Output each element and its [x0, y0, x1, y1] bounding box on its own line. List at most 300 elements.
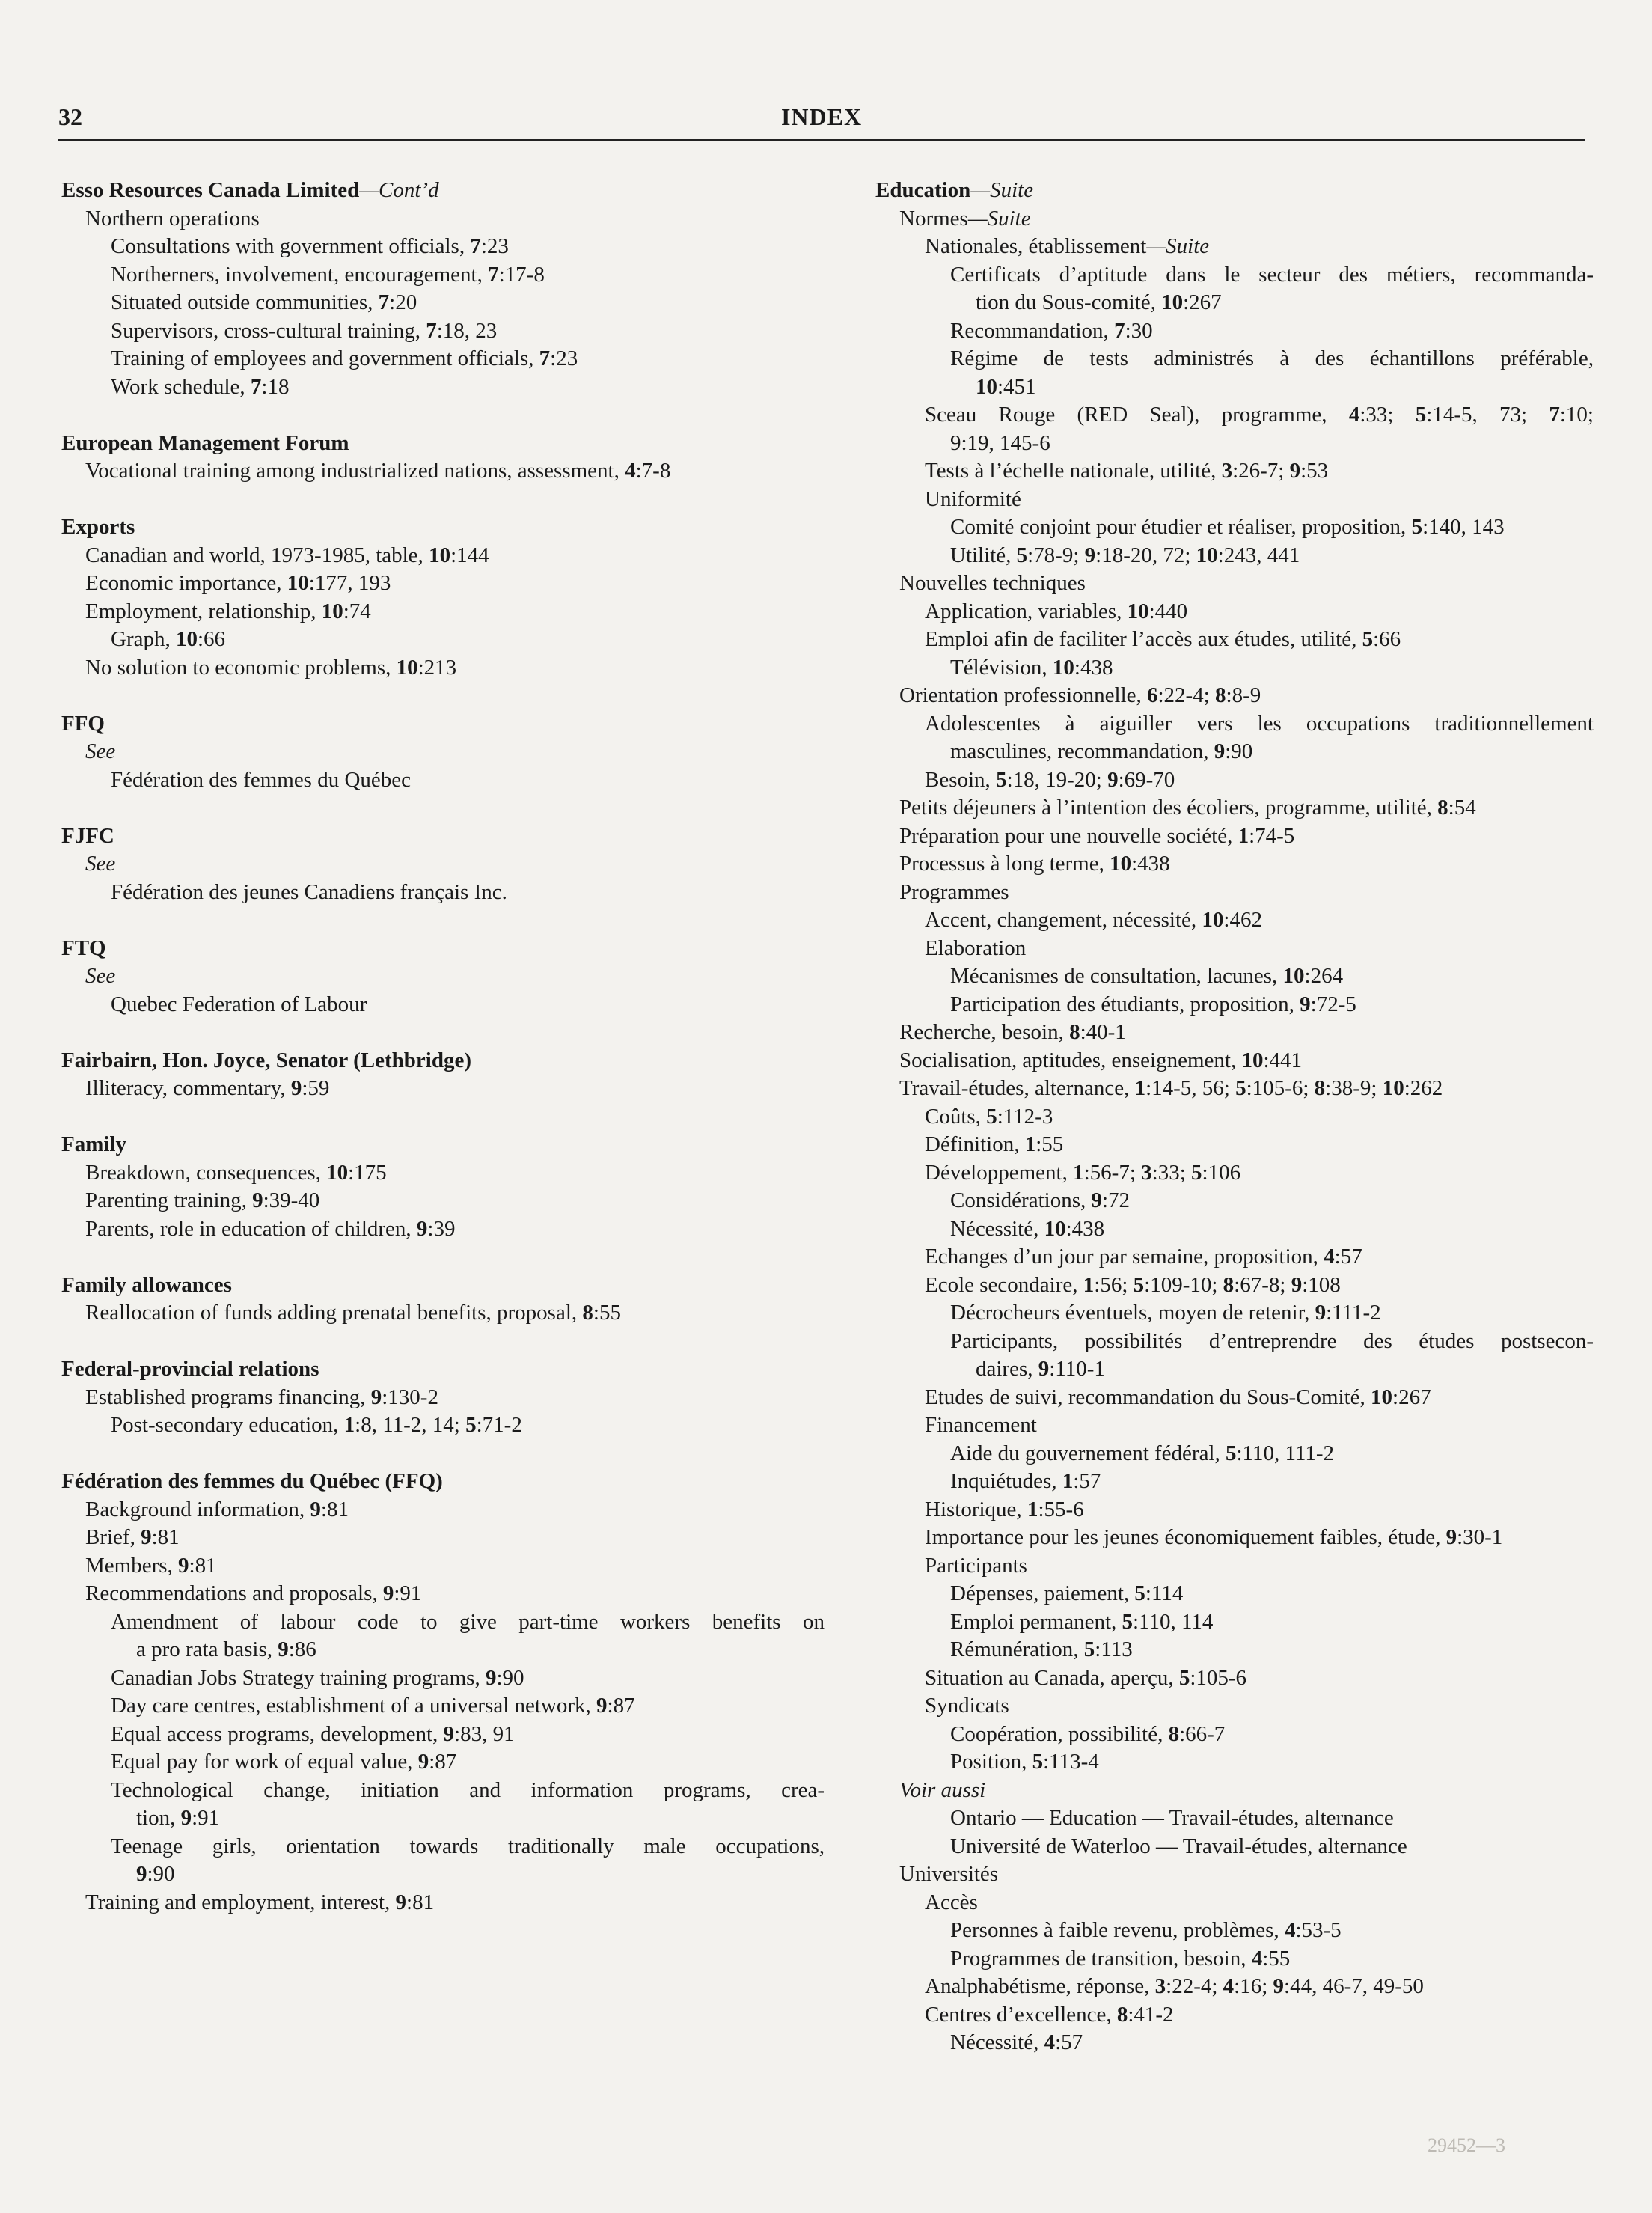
entry-text: Equal pay for work of equal value,: [111, 1750, 418, 1774]
index-subentry-l2: [61, 1777, 825, 1805]
index-subentry-l3: [875, 738, 1594, 766]
entry-text: Mécanismes de consultation, lacunes,: [950, 964, 1283, 988]
page-reference: 9:90: [136, 1862, 175, 1886]
page-reference: 1:57: [1062, 1469, 1101, 1493]
index-subentry-l2: [875, 1889, 1594, 1917]
entry-text: Définition,: [925, 1132, 1025, 1156]
entry-text: See: [85, 739, 116, 763]
page-reference: 10:438: [1052, 655, 1113, 680]
entry-text: Esso Resources Canada Limited: [61, 178, 360, 202]
entry-text: Dépenses, paiement,: [950, 1581, 1135, 1605]
entry-text: 9:19, 145-6: [950, 430, 1050, 455]
entry-text: Application, variables,: [925, 599, 1128, 623]
entry-text: Recommandation,: [950, 318, 1115, 343]
page-reference: 5:78-9; 9:18-20, 72; 10:243, 441: [1016, 543, 1300, 567]
page-reference: 9:59: [290, 1076, 330, 1100]
page-reference: 8:41-2: [1116, 2002, 1174, 2027]
index-subentry: [61, 1889, 825, 1917]
index-heading: [875, 177, 1594, 205]
index-heading: [61, 1047, 825, 1075]
page-reference: 8:66-7: [1168, 1721, 1226, 1746]
index-subentry-l3: [61, 1861, 825, 1889]
index-heading: [61, 513, 825, 542]
page-reference: 1:74-5: [1238, 823, 1295, 848]
index-subentry-l3: [875, 1804, 1594, 1833]
continued-label: —Cont’d: [359, 178, 439, 202]
page-reference: 9:91: [382, 1581, 422, 1605]
page-reference: 5:113-4: [1032, 1750, 1099, 1774]
entry-text: Elaboration: [925, 935, 1027, 960]
entry-text: Technological change, initiation and information programs, crea-: [111, 1777, 825, 1802]
see-reference: [61, 850, 825, 879]
page-reference: 1:55: [1024, 1132, 1064, 1156]
page-reference: 5:66: [1362, 627, 1401, 651]
page-reference: 7:18: [250, 374, 290, 399]
page-reference: 7:18, 23: [426, 318, 498, 343]
page-reference: 9:72: [1091, 1188, 1131, 1212]
index-subentry: [61, 1580, 825, 1608]
index-subentry-l3: [875, 513, 1594, 542]
entry-text: Accès: [925, 1890, 978, 1914]
entry-text: Economic importance,: [85, 571, 287, 595]
entry-text: FTQ: [61, 935, 106, 960]
page-reference: 10:440: [1127, 599, 1188, 623]
page-reference: 10:438: [1110, 852, 1170, 876]
index-heading: [61, 177, 825, 205]
entry-gap: [61, 1440, 825, 1468]
page-reference: 5:112-3: [986, 1104, 1053, 1129]
page-reference: 8:40-1: [1069, 1020, 1126, 1044]
index-subentry: [61, 1159, 825, 1188]
index-subentry-l2: [875, 1973, 1594, 2001]
entry-text: Training and employment, interest,: [85, 1890, 396, 1914]
entry-text: Reallocation of funds adding prenatal benefits, proposal,: [85, 1301, 583, 1325]
index-subentry-l2: [875, 457, 1594, 486]
index-subentry-l3: [875, 1580, 1594, 1608]
entry-text: Exports: [61, 515, 135, 539]
index-subentry-l3: [875, 1440, 1594, 1468]
page-reference: 10:74: [321, 599, 371, 623]
page-reference: 10:66: [175, 627, 226, 651]
entry-text: Parenting training,: [85, 1188, 253, 1212]
page-reference: 1:55-6: [1027, 1497, 1084, 1521]
index-column-left: [61, 177, 825, 1917]
page-reference: 7:20: [378, 290, 417, 314]
entry-text: Etudes de suivi, recommandation du Sous-Comité,: [925, 1385, 1371, 1409]
index-subentry-l2: [875, 1664, 1594, 1693]
index-subentry-l3: [875, 1608, 1594, 1637]
entry-text: a pro rata basis,: [136, 1637, 278, 1661]
index-subentry: [61, 1552, 825, 1581]
entry-gap: [61, 401, 825, 430]
index-subentry-l3: [875, 654, 1594, 683]
index-subentry-l2: [61, 289, 825, 317]
entry-gap: [61, 1103, 825, 1132]
entry-text: Syndicats: [925, 1694, 1009, 1718]
index-heading: [61, 1131, 825, 1159]
page-reference: 10:177, 193: [287, 571, 391, 595]
index-subentry: [61, 1215, 825, 1244]
page-reference: 1:56; 5:109-10; 8:67-8; 9:108: [1083, 1272, 1341, 1297]
index-subentry-l2: [61, 317, 825, 346]
entry-text: Universités: [899, 1862, 999, 1886]
page-header: [58, 103, 1585, 139]
index-subentry-l2: [61, 261, 825, 290]
entry-text: Equal access programs, development,: [111, 1721, 444, 1746]
page-reference: 9:72-5: [1300, 992, 1356, 1016]
index-subentry-l4: [875, 289, 1594, 317]
index-subentry-l3: [875, 991, 1594, 1019]
index-subentry-l3: [61, 1804, 825, 1833]
entry-text: Consultations with government officials,: [111, 234, 471, 258]
entry-text: Day care centres, establishment of a universal network,: [111, 1694, 597, 1718]
index-subentry-l3: [875, 1721, 1594, 1749]
index-subentry-l2: [875, 1243, 1594, 1272]
continued-label: —Suite: [967, 206, 1031, 231]
entry-text: Historique,: [925, 1497, 1027, 1521]
entry-text: FFQ: [61, 711, 105, 736]
index-heading: [61, 1355, 825, 1384]
index-subentry-l2: [875, 1496, 1594, 1524]
page-reference: 9:90: [485, 1665, 524, 1690]
entry-gap: [61, 486, 825, 514]
entry-gap: [61, 1328, 825, 1356]
index-heading: [61, 430, 825, 458]
entry-text: See: [85, 852, 116, 876]
page-reference: 10:267: [1161, 290, 1222, 314]
entry-text: Emploi afin de faciliter l’accès aux études, utilité,: [925, 627, 1362, 651]
page-reference: 9:81: [141, 1525, 180, 1549]
entry-text: Background information,: [85, 1497, 310, 1521]
entry-text: Quebec Federation of Labour: [111, 992, 367, 1016]
index-subentry-l2: [61, 879, 825, 907]
entry-text: Nouvelles techniques: [899, 571, 1086, 595]
entry-text: Supervisors, cross-cultural training,: [111, 318, 426, 343]
entry-text: Federal-provincial relations: [61, 1357, 319, 1381]
index-subentry-l2: [875, 906, 1594, 935]
entry-text: Petits déjeuners à l’intention des écoliers, programme, utilité,: [899, 796, 1438, 819]
entry-text: Northern operations: [85, 206, 260, 231]
page-reference: 9:30-1: [1446, 1525, 1503, 1549]
entry-text: Graph,: [111, 627, 176, 651]
entry-text: Travail-études, alternance,: [899, 1076, 1135, 1100]
page-reference: 9:87: [417, 1750, 457, 1774]
entry-gap: [61, 1019, 825, 1047]
entry-text: Teenage girls, orientation towards traditionally male occupations,: [111, 1834, 825, 1858]
page-reference: 9:39: [416, 1216, 456, 1241]
entry-text: Adolescentes à aiguiller vers les occupations traditionnellement: [925, 711, 1594, 736]
entry-text: Sceau Rouge (RED Seal), programme,: [925, 403, 1349, 427]
index-subentry-l2: [61, 1411, 825, 1440]
index-subentry: [875, 1019, 1594, 1047]
entry-text: Amendment of labour code to give part-time workers benefits on: [111, 1609, 825, 1634]
see-also-reference: [875, 1777, 1594, 1805]
index-subentry-l2: [61, 1833, 825, 1861]
index-subentry-l2: [61, 373, 825, 402]
index-subentry: [61, 1496, 825, 1524]
index-subentry: [875, 1861, 1594, 1889]
page-reference: 5:114: [1134, 1581, 1184, 1605]
page-reference: 7:23: [539, 347, 578, 370]
index-subentry: [875, 1047, 1594, 1075]
page-reference: 4:57: [1044, 2030, 1083, 2054]
index-subentry-l2: [61, 991, 825, 1019]
page-reference: 4:57: [1324, 1245, 1362, 1269]
index-subentry-l2: [875, 598, 1594, 626]
index-subentry-l2: [875, 1272, 1594, 1300]
index-subentry-l3: [875, 345, 1594, 373]
see-reference: [61, 962, 825, 991]
page-reference: 9:130-2: [370, 1385, 438, 1409]
entry-text: masculines, recommandation,: [950, 739, 1214, 763]
entry-text: FJFC: [61, 823, 114, 848]
page-reference: 9:83, 91: [443, 1721, 515, 1746]
page-reference: 10:451: [976, 374, 1036, 399]
entry-text: Uniformité: [925, 486, 1021, 511]
page-reference: 5:18, 19-20; 9:69-70: [996, 767, 1175, 792]
index-subentry-l2: [875, 401, 1594, 430]
entry-gap: [61, 682, 825, 710]
index-subentry: [61, 1384, 825, 1412]
entry-text: See: [85, 964, 116, 988]
index-heading: [61, 1272, 825, 1300]
entry-text: Fédération des femmes du Québec (FFQ): [61, 1469, 443, 1493]
entry-text: Situation au Canada, aperçu,: [925, 1665, 1179, 1690]
index-subentry-l2: [875, 935, 1594, 963]
index-subentry-l3: [61, 1636, 825, 1664]
index-subentry-l3: [875, 1187, 1594, 1215]
continued-label: —Suite: [1146, 234, 1210, 258]
entry-text: Participants: [925, 1553, 1027, 1578]
entry-text: Inquiétudes,: [950, 1469, 1062, 1493]
page-reference: 4:33; 5:14-5, 73; 7:10;: [1348, 403, 1594, 427]
entry-text: Préparation pour une nouvelle société,: [899, 823, 1238, 848]
entry-text: Ontario — Education — Travail-études, alternance: [950, 1806, 1394, 1830]
entry-text: Education: [875, 178, 971, 202]
page-reference: 10:213: [396, 655, 457, 680]
entry-text: Fairbairn, Hon. Joyce, Senator (Lethbridge): [61, 1048, 472, 1072]
index-subentry: [61, 457, 825, 486]
entry-text: Training of employees and government officials,: [111, 347, 539, 370]
entry-text: Voir aussi: [899, 1777, 986, 1802]
index-subentry-l2: [875, 233, 1594, 261]
entry-text: Considérations,: [950, 1188, 1092, 1212]
index-subentry-l2: [875, 2001, 1594, 2030]
page-reference: 5:140, 143: [1411, 515, 1505, 539]
entry-text: Vocational training among industrialized nations, assessment,: [85, 459, 625, 483]
page-reference: 10:267: [1371, 1385, 1431, 1409]
index-subentry-l2: [61, 1692, 825, 1721]
entry-text: Utilité,: [950, 543, 1017, 567]
entry-text: Parents, role in education of children,: [85, 1216, 417, 1241]
page-reference: 3:22-4; 4:16; 9:44, 46-7, 49-50: [1154, 1974, 1424, 1998]
entry-text: Programmes: [899, 879, 1009, 904]
entry-text: Employment, relationship,: [85, 599, 322, 623]
index-heading: [61, 710, 825, 739]
index-subentry: [61, 542, 825, 570]
index-subentry-l2: [875, 1692, 1594, 1721]
print-code: 29452—3: [1428, 2134, 1505, 2156]
page-reference: 9:111-2: [1315, 1301, 1381, 1325]
page-reference: 9:39-40: [252, 1188, 320, 1212]
index-subentry-l3: [875, 317, 1594, 346]
page-reference: 10:438: [1044, 1216, 1105, 1241]
index-subentry: [61, 1075, 825, 1103]
index-subentry-l2: [61, 345, 825, 373]
page-reference: 8:54: [1437, 796, 1476, 819]
index-subentry-l2: [875, 1411, 1594, 1440]
page-reference: 1:8, 11-2, 14; 5:71-2: [343, 1413, 522, 1437]
entry-text: Coopération, possibilité,: [950, 1721, 1169, 1746]
index-subentry-l2: [61, 626, 825, 654]
page-reference: 9:81: [395, 1890, 435, 1914]
index-heading: [61, 1468, 825, 1496]
page-reference: 9:86: [278, 1637, 316, 1661]
entry-text: Université de Waterloo — Travail-études, alternance: [950, 1834, 1407, 1858]
page-reference: 10:462: [1202, 908, 1262, 932]
entry-text: Fédération des femmes du Québec: [111, 767, 412, 792]
entry-text: Canadian and world, 1973-1985, table,: [85, 543, 429, 567]
index-subentry-l3: [875, 1299, 1594, 1328]
index-subentry-l3: [875, 2029, 1594, 2057]
index-subentry-l2: [61, 233, 825, 261]
page-reference: 9:91: [180, 1806, 220, 1830]
index-subentry-l3: [875, 1636, 1594, 1664]
entry-text: Développement,: [925, 1160, 1074, 1185]
continued-label: —Suite: [970, 178, 1034, 202]
index-subentry-l3: [875, 1215, 1594, 1244]
index-subentry: [61, 598, 825, 626]
see-reference: [61, 738, 825, 766]
index-subentry: [61, 654, 825, 683]
index-subentry-l3: [875, 1748, 1594, 1777]
index-subentry-l4: [875, 373, 1594, 402]
index-subentry-l2: [875, 1524, 1594, 1552]
entry-text: Echanges d’un jour par semaine, proposition,: [925, 1245, 1324, 1269]
entry-text: tion du Sous-comité,: [976, 290, 1162, 314]
entry-text: Brief,: [85, 1525, 141, 1549]
entry-text: Participants, possibilités d’entreprendre des études postsecon-: [950, 1328, 1594, 1353]
index-subentry: [61, 205, 825, 233]
index-subentry-l2: [875, 1384, 1594, 1412]
page-reference: 10:441: [1241, 1048, 1303, 1072]
header-rule: [58, 139, 1585, 141]
page-reference: 10:144: [429, 543, 489, 567]
entry-text: Recherche, besoin,: [899, 1020, 1070, 1044]
entry-text: Nationales, établissement: [925, 234, 1147, 258]
page-reference: 7:30: [1114, 318, 1153, 343]
index-subentry-l2: [875, 1131, 1594, 1159]
page-reference: 4:7-8: [625, 459, 671, 483]
page-reference: 4:55: [1251, 1946, 1291, 1971]
entry-text: Rémunération,: [950, 1637, 1084, 1661]
entry-text: Nécessité,: [950, 1216, 1044, 1241]
index-subentry: [61, 570, 825, 598]
index-column-right: [875, 177, 1594, 2057]
entry-text: Illiteracy, commentary,: [85, 1076, 291, 1100]
entry-text: Family: [61, 1132, 126, 1156]
index-subentry-l3: [875, 1917, 1594, 1945]
index-subentry-l3: [875, 542, 1594, 570]
index-subentry-l2: [875, 486, 1594, 514]
entry-text: tion,: [136, 1806, 181, 1830]
index-subentry-l2: [875, 1103, 1594, 1132]
page-reference: 5:110, 111-2: [1226, 1441, 1334, 1465]
page-reference: 9:87: [596, 1694, 635, 1718]
entry-text: Northerners, involvement, encouragement,: [111, 262, 489, 287]
entry-text: Importance pour les jeunes économiquement faibles, étude,: [925, 1525, 1446, 1549]
entry-gap: [61, 794, 825, 822]
index-subentry-l3: [875, 430, 1594, 458]
index-subentry-l3: [875, 962, 1594, 991]
index-subentry-l2: [875, 1159, 1594, 1188]
entry-text: Nécessité,: [950, 2030, 1044, 2054]
entry-text: Canadian Jobs Strategy training programs,: [111, 1665, 486, 1690]
entry-text: Members,: [85, 1553, 179, 1578]
page-reference: 7:23: [470, 234, 509, 258]
entry-text: Family allowances: [61, 1272, 232, 1297]
entry-text: Télévision,: [950, 655, 1053, 680]
entry-text: Breakdown, consequences,: [85, 1160, 327, 1185]
index-subentry: [875, 794, 1594, 822]
index-subentry: [875, 879, 1594, 907]
entry-gap: [61, 1243, 825, 1272]
page-reference: 5:105-6: [1178, 1665, 1247, 1690]
page-reference: 5:113: [1083, 1637, 1133, 1661]
index-subentry-l2: [875, 626, 1594, 654]
entry-text: Position,: [950, 1750, 1032, 1774]
entry-text: Normes: [899, 206, 968, 231]
entry-text: Besoin,: [925, 767, 997, 792]
entry-text: Certificats d’aptitude dans le secteur des métiers, recommanda-: [950, 262, 1594, 287]
entry-text: Financement: [925, 1413, 1037, 1437]
page-reference: 3:26-7; 9:53: [1221, 459, 1329, 483]
page-reference: 5:110, 114: [1122, 1609, 1214, 1634]
index-subentry: [61, 1524, 825, 1552]
index-subentry: [875, 570, 1594, 598]
page-reference: 9:110-1: [1038, 1357, 1105, 1381]
entry-text: No solution to economic problems,: [85, 655, 397, 680]
entry-text: Recommendations and proposals,: [85, 1581, 383, 1605]
entry-text: Emploi permanent,: [950, 1609, 1122, 1634]
entry-text: Décrocheurs éventuels, moyen de retenir,: [950, 1301, 1315, 1325]
index-subentry-l2: [61, 1721, 825, 1749]
page-reference: 4:53-5: [1284, 1918, 1342, 1942]
index-subentry-l3: [875, 261, 1594, 290]
index-subentry: [875, 822, 1594, 851]
page-reference: 7:17-8: [488, 262, 545, 287]
entry-text: Ecole secondaire,: [925, 1272, 1083, 1297]
entry-text: Established programs financing,: [85, 1385, 371, 1409]
entry-text: Fédération des jeunes Canadiens français Inc.: [111, 879, 507, 904]
entry-text: Post-secondary education,: [111, 1413, 344, 1437]
page-reference: 1:56-7; 3:33; 5:106: [1073, 1160, 1241, 1185]
index-subentry: [875, 850, 1594, 879]
page-reference: 10:175: [326, 1160, 387, 1185]
entry-text: Régime de tests administrés à des échantillons préférable,: [950, 347, 1594, 370]
index-heading: [61, 935, 825, 963]
page-reference: 6:22-4; 8:8-9: [1147, 683, 1261, 707]
entry-text: Personnes à faible revenu, problèmes,: [950, 1918, 1285, 1942]
entry-text: Centres d’excellence,: [925, 2002, 1117, 2027]
index-subentry: [875, 682, 1594, 710]
page-reference: 10:264: [1282, 964, 1344, 988]
index-subentry-l3: [875, 1833, 1594, 1861]
entry-text: Participation des étudiants, proposition,: [950, 992, 1300, 1016]
entry-text: Comité conjoint pour étudier et réaliser, proposition,: [950, 515, 1412, 539]
page-reference: 8:55: [582, 1301, 621, 1325]
index-subentry: [61, 1299, 825, 1328]
